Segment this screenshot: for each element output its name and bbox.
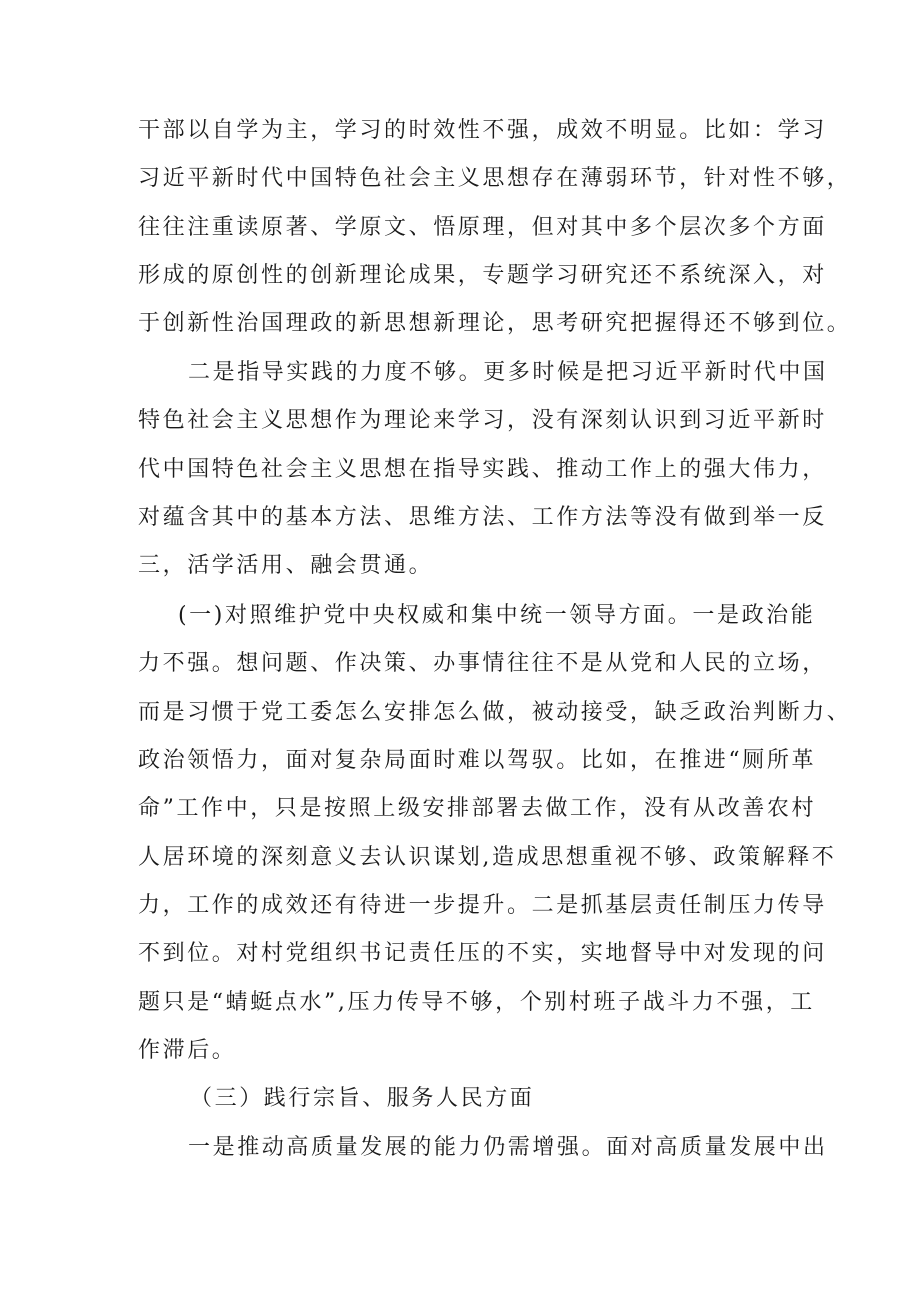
text-line: 题只是“蜻蜓点水”,压力传导不够，个别村班子战斗力不强，工 — [138, 990, 815, 1015]
text-line: 形成的原创性的创新理论成果，专题学习研究还不系统深入，对 — [138, 263, 827, 288]
text-line: 二是指导实践的力度不够。更多时候是把习近平新时代中国 — [188, 360, 828, 385]
text-line: 特色社会主义思想作为理论来学习，没有深刻认识到习近平新时 — [138, 408, 827, 433]
text-line: 于创新性治国理政的新思想新理论，思考研究把握得还不够到位。 — [138, 311, 852, 336]
text-line: 政治领悟力，面对复杂局面时难以驾驭。比如，在推进“厕所革 — [138, 748, 817, 773]
text-line: 作滞后。 — [138, 1038, 237, 1063]
text-line: 人居环境的深刻意义去认识谋划,造成思想重视不够、政策解释不 — [138, 845, 837, 870]
section-heading: （三）践行宗旨、服务人民方面 — [190, 1086, 535, 1111]
text-line: 习近平新时代中国特色社会主义思想存在薄弱环节，针对性不够， — [138, 166, 852, 191]
text-line: 一是推动高质量发展的能力仍需增强。面对高质量发展中出 — [188, 1135, 828, 1160]
text-line: (一)对照维护党中央权威和集中统一领导方面。一是政治能 — [178, 603, 816, 628]
text-line: 代中国特色社会主义思想在指导实践、推动工作上的强大伟力， — [138, 457, 827, 482]
text-line: 对蕴含其中的基本方法、思维方法、工作方法等没有做到举一反 — [138, 505, 827, 530]
text-line: 而是习惯于党工委怎么安排怎么做，被动接受，缺乏政治判断力、 — [138, 700, 852, 725]
text-line: 力，工作的成效还有待进一步提升。二是抓基层责任制压力传导 — [138, 893, 827, 918]
text-line: 三，活学活用、融会贯通。 — [138, 553, 434, 578]
text-line: 不到位。对村党组织书记责任压的不实，实地督导中对发现的问 — [138, 941, 827, 966]
text-line: 往往注重读原著、学原文、悟原理，但对其中多个层次多个方面 — [138, 215, 827, 240]
text-line: 力不强。想问题、作决策、办事情往往不是从党和人民的立场， — [138, 651, 827, 676]
text-line: 干部以自学为主，学习的时效性不强，成效不明显。比如：学习 — [138, 118, 827, 143]
text-line: 命”工作中，只是按照上级安排部署去做工作，没有从改善农村 — [138, 796, 817, 821]
